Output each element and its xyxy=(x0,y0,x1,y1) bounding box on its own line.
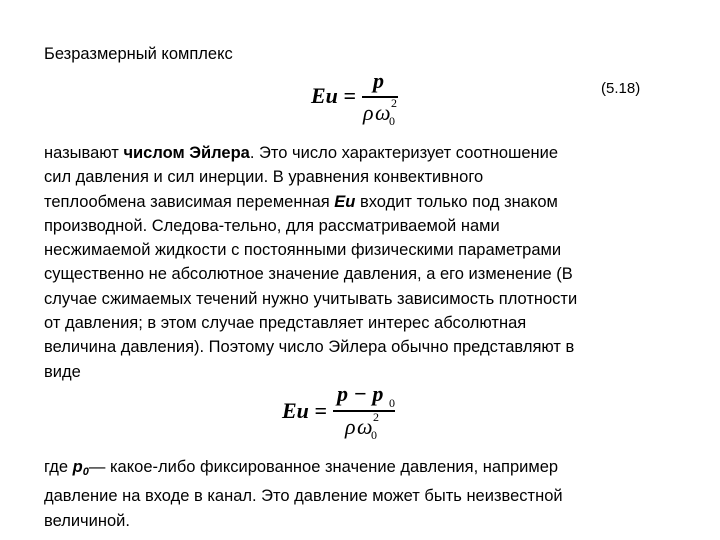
text-run: . Это число характеризует соотношение xyxy=(249,144,559,162)
formula1-denominator-superscript: 2 xyxy=(391,96,397,110)
p0-subscript: 0 xyxy=(82,466,89,478)
paragraph-line xyxy=(44,190,696,214)
formula2-fraction-bar xyxy=(333,410,395,412)
formula1-denominator-omega: ω xyxy=(375,100,391,125)
paragraph-line: несжимаемой жидкости с постоянными физическими параметрами xyxy=(44,241,562,260)
paragraph-line: виде xyxy=(44,362,81,381)
paragraph-line: сил давления и сил инерции. В уравнения конвективного xyxy=(44,168,484,187)
formula2-denominator-subscript: 0 xyxy=(371,428,377,442)
formula2-denominator-omega: ω xyxy=(357,414,373,439)
formula2-denominator-superscript: 2 xyxy=(373,410,379,424)
formula1-denominator-rho: ρ xyxy=(363,100,374,125)
paragraph-line: давление на входе в канал. Это давление может быть неизвестной xyxy=(44,487,563,506)
paragraph-line: производной. Следова-тельно, для рассматриваемой нами xyxy=(44,216,500,235)
formula2-numerator: p − p xyxy=(337,381,384,406)
paragraph-line xyxy=(44,141,696,165)
eu-variable: Eu xyxy=(334,192,356,211)
formula2-lhs: Eu = xyxy=(282,398,327,423)
euler-number-term: числом Эйлера xyxy=(123,144,250,162)
formula1-denominator-subscript: 0 xyxy=(389,114,395,128)
text-run: теплообмена зависимая переменная xyxy=(44,192,335,211)
p0-variable: p xyxy=(72,458,83,476)
paragraph-line: величина давления). Поэтому число Эйлера обычно представляют в xyxy=(44,338,575,357)
paragraph-line: от давления; в этом случае представляет интерес абсолютная xyxy=(44,314,527,333)
formula2-denominator-rho: ρ xyxy=(345,414,356,439)
second-paragraph xyxy=(44,455,696,533)
formula1-lhs: Eu = xyxy=(311,83,356,108)
paragraph-line: случае сжимаемых течений нужно учитывать зависимость плотности xyxy=(44,289,578,308)
text-run: называют xyxy=(44,144,124,162)
text-run: входит только под знаком xyxy=(355,192,558,211)
equation-number: (5.18) xyxy=(601,80,641,97)
paragraph-line: величиной. xyxy=(44,511,130,530)
formula2-numerator-subscript: 0 xyxy=(389,396,395,410)
text-run: — какое-либо фиксированное значение давления, например xyxy=(88,458,559,476)
paragraph-line xyxy=(44,455,696,484)
intro-text: Безразмерный комплекс xyxy=(44,45,233,63)
paragraph-line: существенно не абсолютное значение давления, а его изменение (В xyxy=(44,265,573,284)
main-paragraph xyxy=(44,141,696,384)
text-run: где xyxy=(44,458,73,476)
formula1-numerator: p xyxy=(373,68,384,93)
